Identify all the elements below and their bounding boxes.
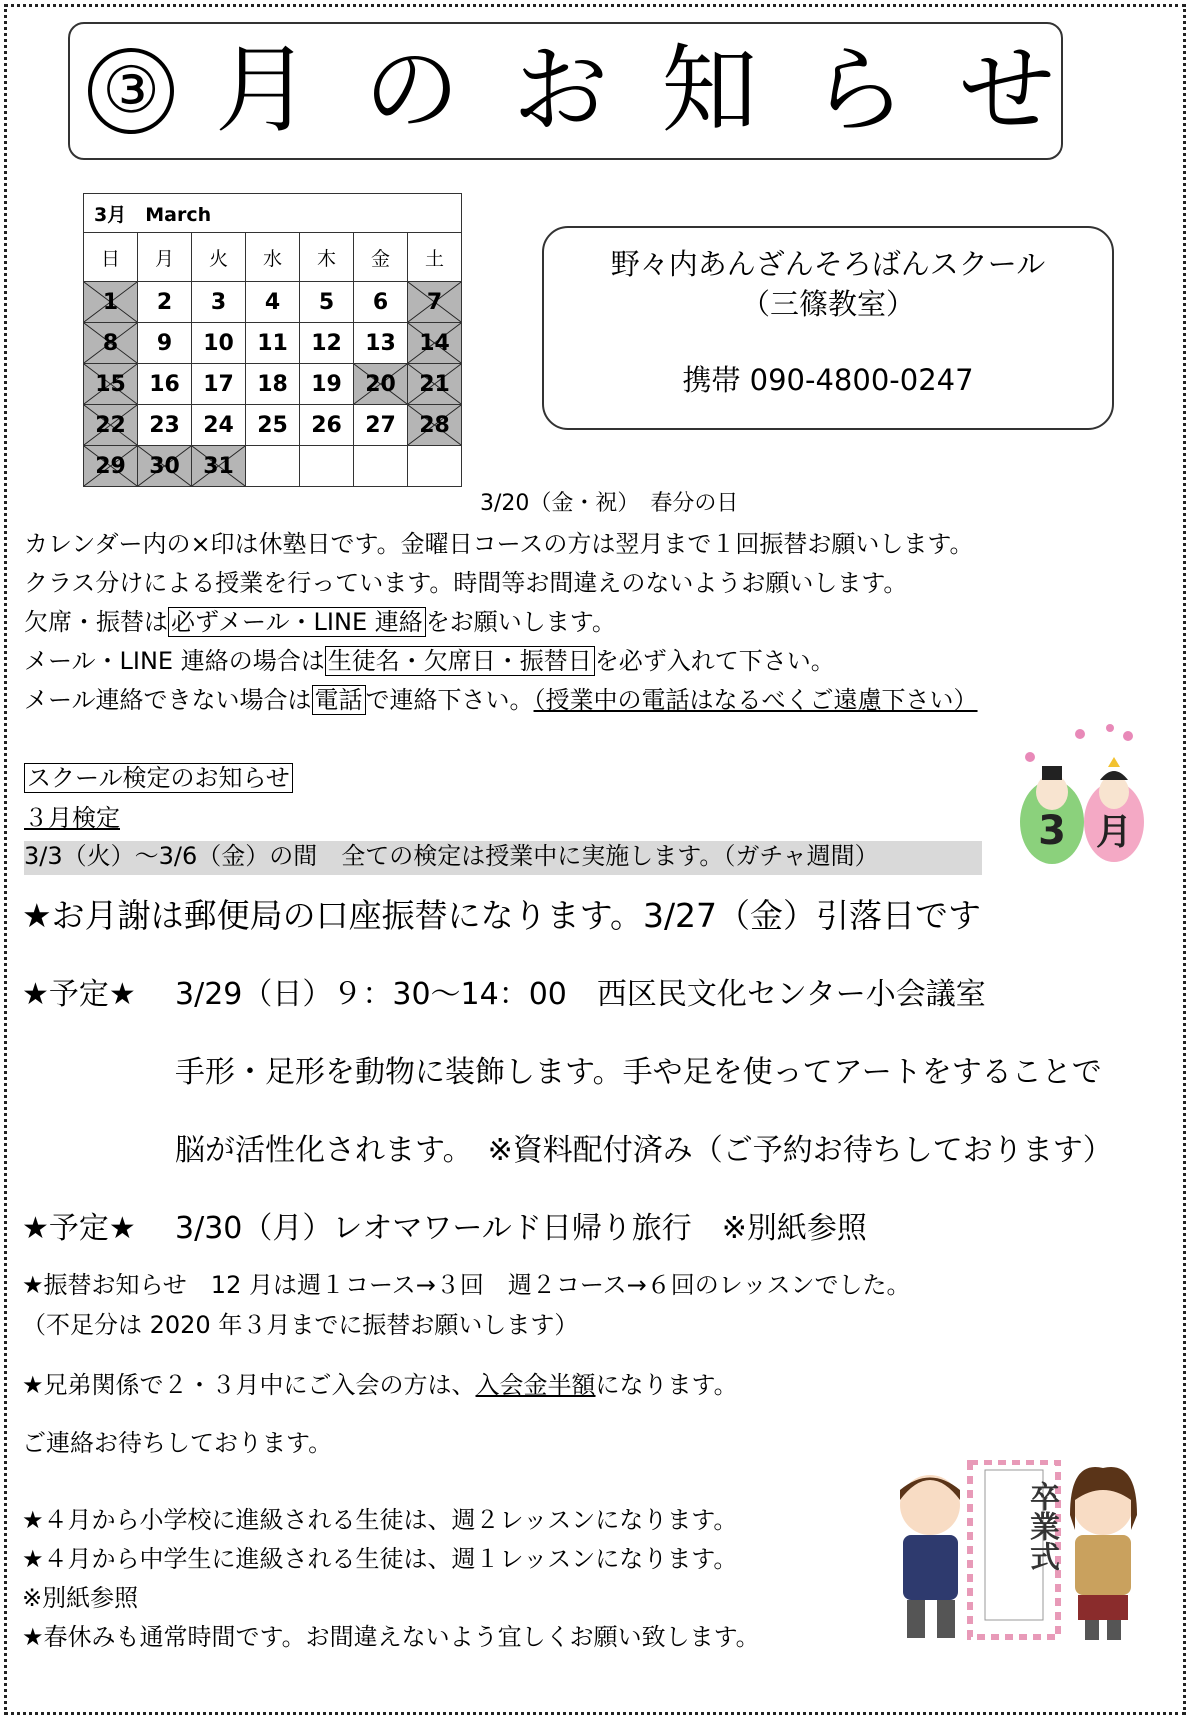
- april-line1: ★４月から小学校に進級される生徒は、週２レッスンになります。: [22, 1506, 738, 1534]
- calendar-day: [246, 282, 300, 323]
- calendar-day: [246, 446, 300, 487]
- calendar-day-number: 17: [203, 371, 234, 397]
- calendar-day-number: 22: [95, 412, 126, 438]
- calendar-day: [138, 282, 192, 323]
- calendar-header: 3月 March: [84, 194, 462, 233]
- calendar-day: [300, 323, 354, 364]
- calendar-day-number: 26: [311, 412, 342, 438]
- sibling-note: [22, 1370, 738, 1400]
- weekday-header: 木: [300, 233, 354, 282]
- calendar-day-number: 8: [102, 330, 119, 356]
- calendar-week-row: [84, 364, 462, 405]
- calendar-week-row: [84, 323, 462, 364]
- exam-detail: 3/3（火）～3/6（金）の間 全ての検定は授業中に実施します。（ガチャ週間）: [24, 841, 982, 875]
- calendar-day-number: 27: [365, 412, 396, 438]
- weekday-header: 日: [84, 233, 138, 282]
- calendar-day-number: 14: [419, 330, 450, 356]
- event1-line2: 手形・足形を動物に装飾します。手や足を使ってアートをすることで: [175, 1055, 1102, 1090]
- doll-badge-month: 月: [1095, 812, 1133, 853]
- calendar-day: [246, 405, 300, 446]
- event1-line1: 3/29（日）９：30～14：00 西区民文化センター小会議室: [175, 977, 986, 1012]
- calendar-day: [354, 282, 408, 323]
- note-boxed-text: 電話: [312, 685, 366, 715]
- calendar-day-number: 6: [372, 289, 389, 315]
- holiday-note: 3/20（金・祝） 春分の日: [480, 491, 739, 516]
- calendar-day-number: 5: [318, 289, 335, 315]
- calendar-day-number: 30: [149, 453, 180, 479]
- calendar-day-number: 18: [257, 371, 288, 397]
- calendar-day-number: 23: [149, 412, 180, 438]
- calendar-day-number: 16: [149, 371, 180, 397]
- graduation-sign-text: 卒業式: [969, 1481, 1059, 1516]
- hina-dolls-illustration: [1010, 722, 1160, 867]
- calendar-day: [192, 282, 246, 323]
- sibling-text: ★兄弟関係で２・３月中にご入会の方は、: [22, 1371, 476, 1399]
- note-closed-days: カレンダー内の×印は休塾日です。金曜日コースの方は翌月まで１回振替お願いします。: [24, 530, 974, 558]
- sibling-text: になります。: [595, 1371, 738, 1399]
- note-boxed-text: 生徒名・欠席日・振替日: [325, 646, 595, 676]
- calendar-day: [354, 323, 408, 364]
- page-title: [215, 30, 1055, 150]
- title-char: ら: [810, 34, 907, 146]
- calendar-day-closed: [408, 282, 462, 323]
- note-boxed-text: 必ずメール・LINE 連絡: [168, 607, 426, 637]
- calendar-day-closed: [408, 405, 462, 446]
- calendar-day-number: 7: [426, 289, 443, 315]
- calendar-day: [300, 282, 354, 323]
- calendar-day-number: 10: [203, 330, 234, 356]
- calendar-day-number: 13: [365, 330, 396, 356]
- exam-heading-text: スクール検定のお知らせ: [24, 763, 293, 793]
- calendar-day-number: 28: [419, 412, 450, 438]
- calendar-day: [408, 446, 462, 487]
- title-char: 知: [661, 34, 758, 146]
- title-char: 月: [215, 34, 311, 146]
- april-line4: ★春休みも通常時間です。お間違えないよう宜しくお願い致します。: [22, 1623, 760, 1651]
- calendar-day-closed: [408, 323, 462, 364]
- school-info-box: [542, 226, 1114, 430]
- note-text: メール連絡できない場合は: [24, 686, 312, 714]
- sibling-underlined-text: 入会金半額: [475, 1371, 596, 1399]
- calendar-day: [192, 405, 246, 446]
- calendar-day: [192, 323, 246, 364]
- calendar-day-number: 15: [95, 371, 126, 397]
- makeup-line1: ★振替お知らせ 12 月は週１コース→３回 週２コース→６回のレッスンでした。: [22, 1271, 911, 1299]
- calendar-day-number: 3: [210, 289, 227, 315]
- calendar-day: [354, 446, 408, 487]
- calendar-day-closed: [138, 446, 192, 487]
- calendar-day: [138, 364, 192, 405]
- school-branch: （三篠教室）: [740, 287, 915, 321]
- calendar-day-number: 31: [203, 453, 234, 479]
- calendar-week-row: [84, 405, 462, 446]
- calendar-day-closed: [84, 405, 138, 446]
- calendar-day: [246, 323, 300, 364]
- note-class-groups: クラス分けによる授業を行っています。時間等お間違えのないようお願いします。: [24, 569, 908, 597]
- calendar-week-row: [84, 446, 462, 487]
- calendar-day-closed: [192, 446, 246, 487]
- calendar-day-number: 20: [365, 371, 396, 397]
- april-line2: ★４月から中学生に進級される生徒は、週１レッスンになります。: [22, 1545, 738, 1573]
- weekday-header: 火: [192, 233, 246, 282]
- event2-label: ★予定★: [22, 1211, 136, 1246]
- weekday-header: 水: [246, 233, 300, 282]
- note-absence: [24, 607, 616, 637]
- calendar-day-closed: [84, 323, 138, 364]
- calendar-day: [138, 323, 192, 364]
- march-calendar: [83, 193, 462, 487]
- calendar-day-number: 9: [156, 330, 173, 356]
- event2-line: 3/30（月）レオマワールド日帰り旅行 ※別紙参照: [175, 1211, 867, 1246]
- calendar-day-closed: [84, 446, 138, 487]
- title-number: ③: [88, 48, 174, 134]
- calendar-day-number: 29: [95, 453, 126, 479]
- weekday-header: 月: [138, 233, 192, 282]
- weekday-header: 金: [354, 233, 408, 282]
- note-text: を必ず入れて下さい。: [594, 647, 835, 675]
- calendar-day-number: 19: [311, 371, 342, 397]
- event1-line3: 脳が活性化されます。 ※資料配付済み（ご予約お待ちしております）: [175, 1133, 1113, 1168]
- note-text: をお願いします。: [425, 608, 616, 636]
- title-char: お: [512, 34, 609, 146]
- calendar-day: [192, 364, 246, 405]
- sibling-line2: ご連絡お待ちしております。: [22, 1429, 333, 1457]
- calendar-day: [300, 446, 354, 487]
- exam-heading: [24, 763, 293, 793]
- calendar-week-row: [84, 282, 462, 323]
- title-char: せ: [958, 34, 1055, 146]
- calendar-day-closed: [354, 364, 408, 405]
- april-line3: ※別紙参照: [22, 1584, 139, 1612]
- calendar-day: [300, 364, 354, 405]
- school-name: 野々内あんざんそろばんスクール: [610, 247, 1046, 281]
- note-underlined-text: （授業中の電話はなるべくご遠慮下さい）: [533, 686, 978, 714]
- school-phone: 携帯 090-4800-0247: [682, 363, 974, 397]
- calendar-day: [354, 405, 408, 446]
- note-phone: [24, 685, 978, 715]
- note-text: で連絡下さい。: [365, 686, 534, 714]
- calendar-day-closed: [84, 364, 138, 405]
- calendar-day-number: 1: [102, 289, 119, 315]
- note-text: メール・LINE 連絡の場合は: [24, 647, 325, 675]
- graduation-illustration: [885, 1460, 1150, 1645]
- calendar-day-closed: [84, 282, 138, 323]
- calendar-day-number: 4: [264, 289, 281, 315]
- note-text: 欠席・振替は: [24, 608, 168, 636]
- doll-badge-3: 3: [1038, 808, 1066, 854]
- makeup-line2: （不足分は 2020 年３月までに振替お願いします）: [22, 1311, 579, 1339]
- title-char: の: [363, 34, 460, 146]
- calendar-day: [300, 405, 354, 446]
- calendar-day-number: 12: [311, 330, 342, 356]
- event1-label: ★予定★: [22, 977, 136, 1012]
- tuition-note: ★お月謝は郵便局の口座振替になります。3/27（金）引落日です: [22, 896, 982, 935]
- exam-sub: ３月検定: [24, 804, 120, 832]
- calendar-day-closed: [408, 364, 462, 405]
- calendar-day: [138, 405, 192, 446]
- calendar-day-number: 11: [257, 330, 288, 356]
- calendar-day-number: 2: [156, 289, 173, 315]
- calendar-day: [246, 364, 300, 405]
- calendar-day-number: 24: [203, 412, 234, 438]
- note-contact-info: [24, 646, 835, 676]
- calendar-day-number: 21: [419, 371, 450, 397]
- calendar-day-number: 25: [257, 412, 288, 438]
- weekday-header: 土: [408, 233, 462, 282]
